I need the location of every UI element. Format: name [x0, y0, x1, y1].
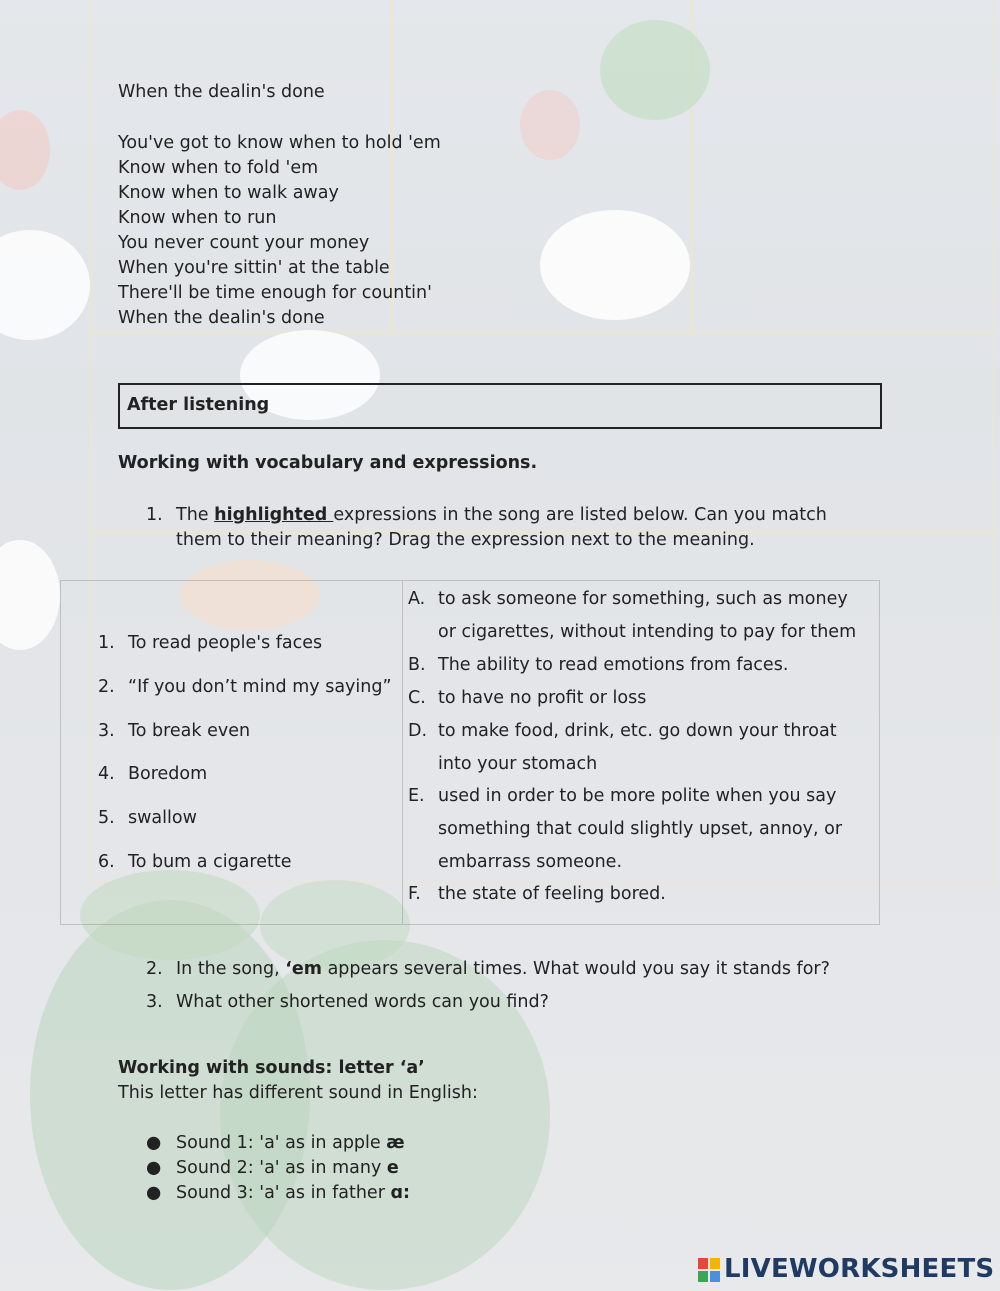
vocab-heading: Working with vocabulary and expressions. [118, 453, 538, 473]
expression-item[interactable]: 6. To bum a cigarette [98, 852, 292, 872]
lyric-line: When you're sittin' at the table [118, 258, 390, 278]
phonetic-symbol: ɑ: [390, 1183, 410, 1203]
expression-item[interactable]: 2. “If you don’t mind my saying” [98, 677, 392, 697]
highlighted-word: highlighted [214, 505, 334, 525]
lyric-line: Know when to fold 'em [118, 158, 319, 178]
lyric-line: There'll be time enough for countin' [118, 283, 432, 303]
expression-item[interactable]: 1. To read people's faces [98, 633, 323, 653]
bold-word: ‘em [285, 959, 323, 979]
bullet-item: ● Sound 3: 'a' as in father ɑ: [146, 1183, 410, 1203]
liveworksheets-logo [698, 1256, 998, 1286]
section-title: After listening [127, 395, 270, 415]
lyric-line: You never count your money [118, 233, 370, 253]
question-text: The [176, 505, 215, 525]
phonetic-symbol: e [386, 1158, 399, 1178]
lyric-line: You've got to know when to hold 'em [118, 133, 441, 153]
section-title-box [118, 383, 882, 429]
logo-tiles-icon [698, 1258, 720, 1282]
lyric-line: Know when to run [118, 208, 277, 228]
bullet-item: ● Sound 1: 'a' as in apple æ [146, 1133, 405, 1153]
phonetic-symbol: æ [386, 1133, 405, 1153]
expression-item[interactable]: 4. Boredom [98, 764, 208, 784]
expression-item[interactable]: 5. swallow [98, 808, 197, 828]
lyric-line: When the dealin's done [118, 308, 325, 328]
lyric-line: Know when to walk away [118, 183, 339, 203]
brand-name: LIVEWORKSHEETS [724, 1254, 995, 1284]
sounds-heading: Working with sounds: letter ‘a’ [118, 1058, 425, 1078]
question-2: 2. In the song, ‘em appears several times. What would you say it stands for? [146, 959, 830, 979]
question-number: 1. [146, 505, 163, 525]
sounds-intro: This letter has different sound in English: [118, 1083, 478, 1103]
lyric-line: When the dealin's done [118, 82, 325, 102]
question-3: 3. What other shortened words can you find? [146, 992, 549, 1012]
bullet-item: ● Sound 2: 'a' as in many e [146, 1158, 399, 1178]
question-text: expressions in the song are listed below. Can you match them to their meaning? Drag the expression next to the meaning. [176, 505, 827, 550]
expression-item[interactable]: 3. To break even [98, 721, 251, 741]
